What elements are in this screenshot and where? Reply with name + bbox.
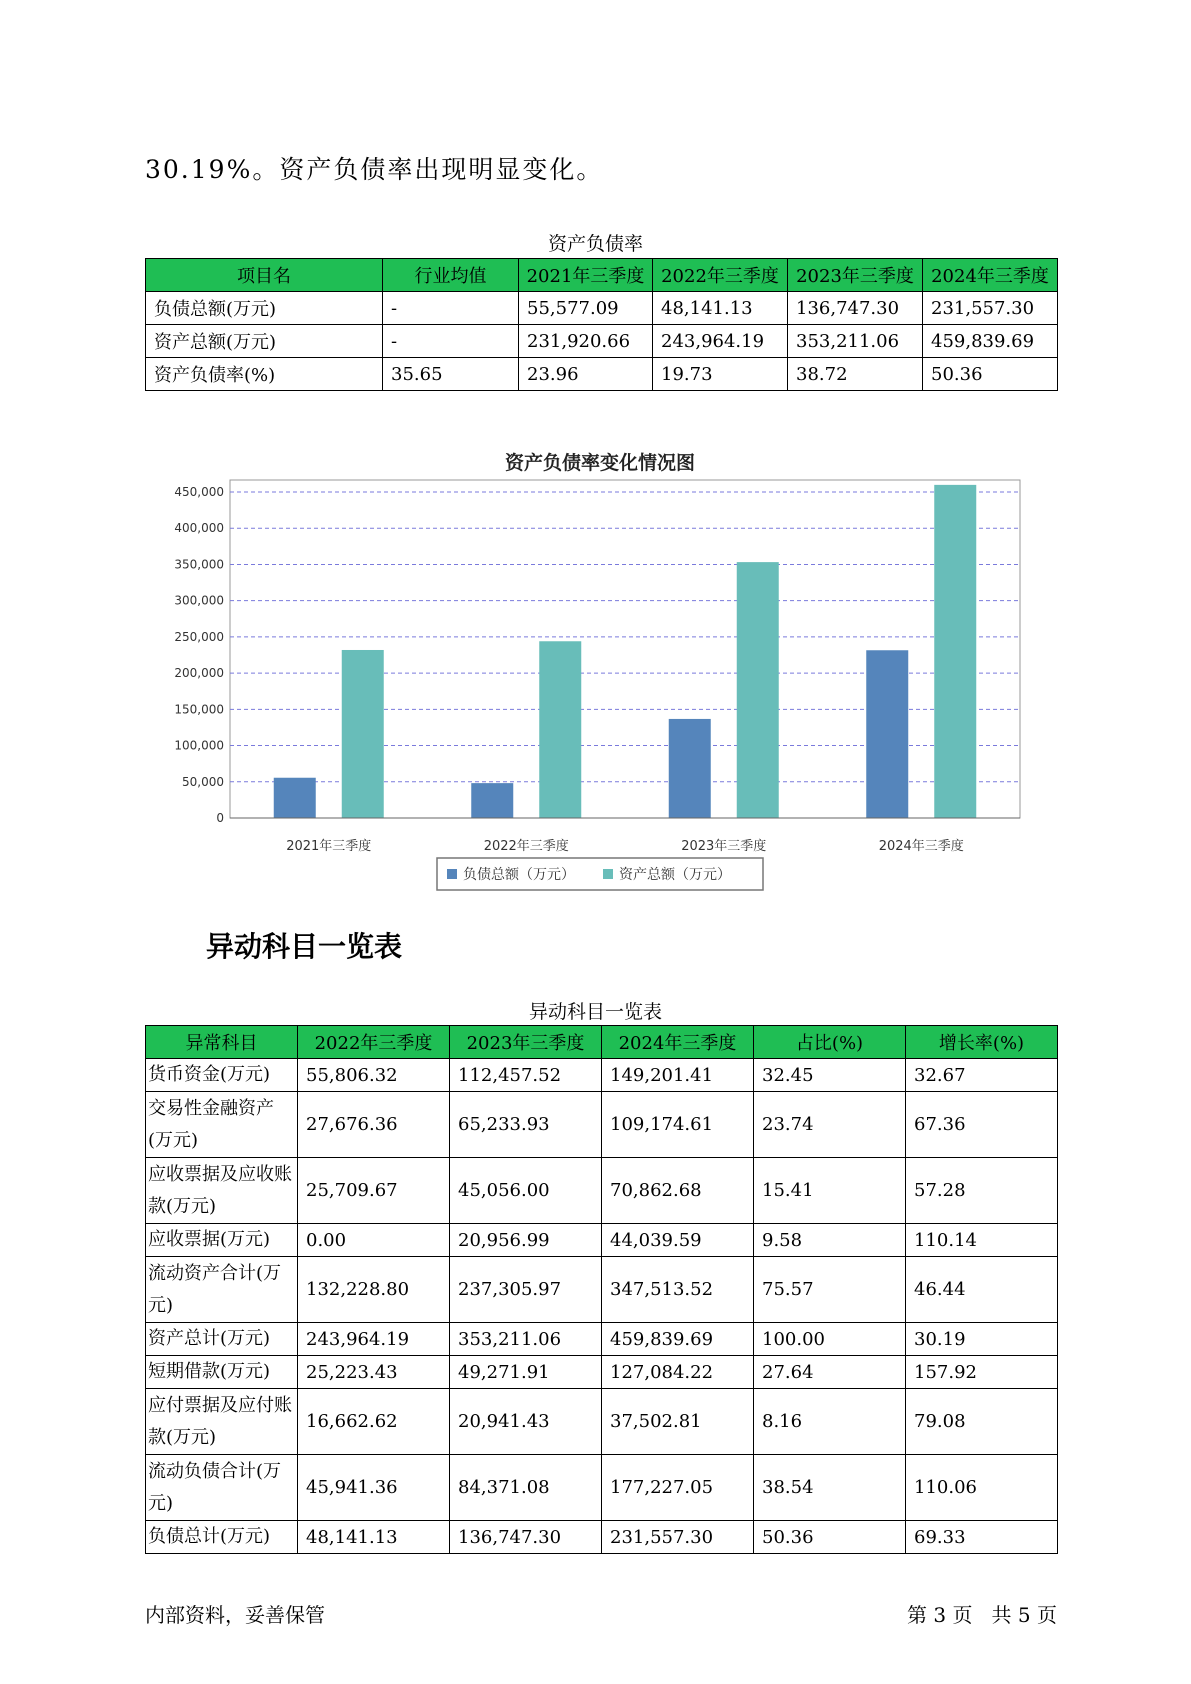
table-cell: 149,201.41 [602,1059,754,1092]
y-tick-label: 200,000 [174,666,224,681]
x-tick-label: 2024年三季度 [878,839,964,854]
table-cell: 353,211.06 [450,1323,602,1356]
table-cell: 20,941.43 [450,1389,602,1455]
table-cell: 27,676.36 [298,1092,450,1158]
table-cell: 55,577.09 [519,292,653,325]
table-cell: 48,141.13 [298,1521,450,1554]
table-cell: 231,920.66 [519,325,653,358]
table-cell: 84,371.08 [450,1455,602,1521]
y-tick-label: 50,000 [182,774,224,789]
table-cell: 资产总额(万元) [146,325,383,358]
y-tick-label: 400,000 [174,521,224,536]
row-label-cell: 货币资金(万元) [146,1059,298,1092]
x-tick-label: 2021年三季度 [286,839,372,854]
table-row [146,1158,1058,1224]
table-cell: 459,839.69 [923,325,1058,358]
table-cell: 231,557.30 [923,292,1058,325]
bar-liability [669,719,711,818]
table2-header-cell: 2022年三季度 [298,1026,450,1059]
section-title: 异动科目一览表 [206,930,403,963]
intro-paragraph: 30.19%。资产负债率出现明显变化。 [145,155,604,184]
row-label-cell: 短期借款(万元) [146,1356,298,1389]
row-label-cell: 流动负债合计(万元) [146,1455,298,1521]
table2-header-cell: 增长率(%) [906,1026,1058,1059]
table-cell: 25,709.67 [298,1158,450,1224]
table-cell: 46.44 [906,1257,1058,1323]
table-cell: - [383,325,519,358]
table-row [146,292,1058,325]
table-cell: 0.00 [298,1224,450,1257]
table-cell: 37,502.81 [602,1389,754,1455]
table-cell: 70,862.68 [602,1158,754,1224]
table1-header-cell: 项目名 [146,259,383,292]
table-cell: 19.73 [653,358,788,391]
table-cell: 231,557.30 [602,1521,754,1554]
table-row [146,1521,1058,1554]
table-cell: 75.57 [754,1257,906,1323]
table-cell: 23.74 [754,1092,906,1158]
row-label-cell: 应付票据及应付账款(万元) [146,1389,298,1455]
y-tick-label: 300,000 [174,593,224,608]
table-cell: 136,747.30 [788,292,923,325]
table1-header-cell: 2023年三季度 [788,259,923,292]
table-cell: 32.67 [906,1059,1058,1092]
y-tick-label: 350,000 [174,557,224,572]
table-cell: 负债总额(万元) [146,292,383,325]
table-cell: 45,941.36 [298,1455,450,1521]
table1-caption: 资产负债率 [547,233,643,255]
bar-liability [866,650,908,818]
y-tick-label: 0 [216,811,224,825]
table-row [146,1092,1058,1158]
table-cell: 79.08 [906,1389,1058,1455]
table-cell: 32.45 [754,1059,906,1092]
page-number: 第 3 页 共 5 页 [907,1603,1057,1627]
row-label-cell: 应收票据(万元) [146,1224,298,1257]
table-cell: 347,513.52 [602,1257,754,1323]
table-cell: 8.16 [754,1389,906,1455]
row-label-cell: 资产总计(万元) [146,1323,298,1356]
table2-header-cell: 异常科目 [146,1026,298,1059]
bar-liability [274,778,316,818]
table2-header-cell: 占比(%) [754,1026,906,1059]
table-cell: 23.96 [519,358,653,391]
table-cell: 35.65 [383,358,519,391]
table-cell: 49,271.91 [450,1356,602,1389]
bar-asset [342,650,384,818]
table-cell: 243,964.19 [298,1323,450,1356]
table2-caption: 异动科目一览表 [528,1001,662,1023]
table-cell: 9.58 [754,1224,906,1257]
table-cell: 127,084.22 [602,1356,754,1389]
x-tick-label: 2023年三季度 [681,839,767,854]
y-tick-label: 450,000 [174,485,224,499]
row-label-cell: 负债总计(万元) [146,1521,298,1554]
y-tick-label: 100,000 [174,738,224,753]
table2-header-cell: 2024年三季度 [602,1026,754,1059]
row-label-cell: 应收票据及应收账款(万元) [146,1158,298,1224]
table-cell: 48,141.13 [653,292,788,325]
table-cell: 110.06 [906,1455,1058,1521]
table-row [146,1356,1058,1389]
table-cell: 44,039.59 [602,1224,754,1257]
abnormal-items-table [145,1025,1058,1554]
footer-note: 内部资料，妥善保管 [145,1603,325,1627]
table-cell: 16,662.62 [298,1389,450,1455]
table-cell: 177,227.05 [602,1455,754,1521]
table-row [146,1257,1058,1323]
table-cell: 38.54 [754,1455,906,1521]
bar-liability [471,783,513,818]
legend-swatch [447,869,457,879]
bar-asset [539,641,581,818]
table-row [146,1389,1058,1455]
chart-title: 资产负债率变化情况图 [504,452,696,474]
table-cell: 25,223.43 [298,1356,450,1389]
table-cell: 459,839.69 [602,1323,754,1356]
table1-header-cell: 行业均值 [383,259,519,292]
table-cell: 157.92 [906,1356,1058,1389]
table1-header-cell: 2024年三季度 [923,259,1058,292]
legend-label: 资产总额（万元） [619,867,731,883]
row-label-cell: 流动资产合计(万元) [146,1257,298,1323]
table-cell: 243,964.19 [653,325,788,358]
table-cell: 237,305.97 [450,1257,602,1323]
bar-chart [145,440,1025,900]
x-tick-label: 2022年三季度 [483,839,569,854]
table-cell: 353,211.06 [788,325,923,358]
table-cell: 132,228.80 [298,1257,450,1323]
table-cell: 112,457.52 [450,1059,602,1092]
table-cell: 110.14 [906,1224,1058,1257]
table-row [146,358,1058,391]
table-row [146,1323,1058,1356]
table-cell: 50.36 [754,1521,906,1554]
table2-header-cell: 2023年三季度 [450,1026,602,1059]
table-cell: 67.36 [906,1092,1058,1158]
table-cell: 38.72 [788,358,923,391]
legend-label: 负债总额（万元） [463,867,575,883]
table-cell: 109,174.61 [602,1092,754,1158]
legend-swatch [603,869,613,879]
table-cell: - [383,292,519,325]
table1-header-row [146,259,1058,292]
table-cell: 136,747.30 [450,1521,602,1554]
table-cell: 45,056.00 [450,1158,602,1224]
table-row [146,1455,1058,1521]
table-cell: 57.28 [906,1158,1058,1224]
table-cell: 27.64 [754,1356,906,1389]
table-row [146,1059,1058,1092]
row-label-cell: 交易性金融资产(万元) [146,1092,298,1158]
table-cell: 50.36 [923,358,1058,391]
table-cell: 资产负债率(%) [146,358,383,391]
table-cell: 69.33 [906,1521,1058,1554]
table1-header-cell: 2022年三季度 [653,259,788,292]
table-row [146,1224,1058,1257]
table-cell: 65,233.93 [450,1092,602,1158]
table2-header-row [146,1026,1058,1059]
table-cell: 100.00 [754,1323,906,1356]
balance-ratio-table [145,258,1058,391]
table-cell: 20,956.99 [450,1224,602,1257]
table1-header-cell: 2021年三季度 [519,259,653,292]
bar-asset [934,485,976,818]
bar-asset [737,562,779,818]
table-row [146,325,1058,358]
table-cell: 30.19 [906,1323,1058,1356]
table-cell: 55,806.32 [298,1059,450,1092]
y-tick-label: 250,000 [174,629,224,644]
y-tick-label: 150,000 [174,702,224,717]
table-cell: 15.41 [754,1158,906,1224]
